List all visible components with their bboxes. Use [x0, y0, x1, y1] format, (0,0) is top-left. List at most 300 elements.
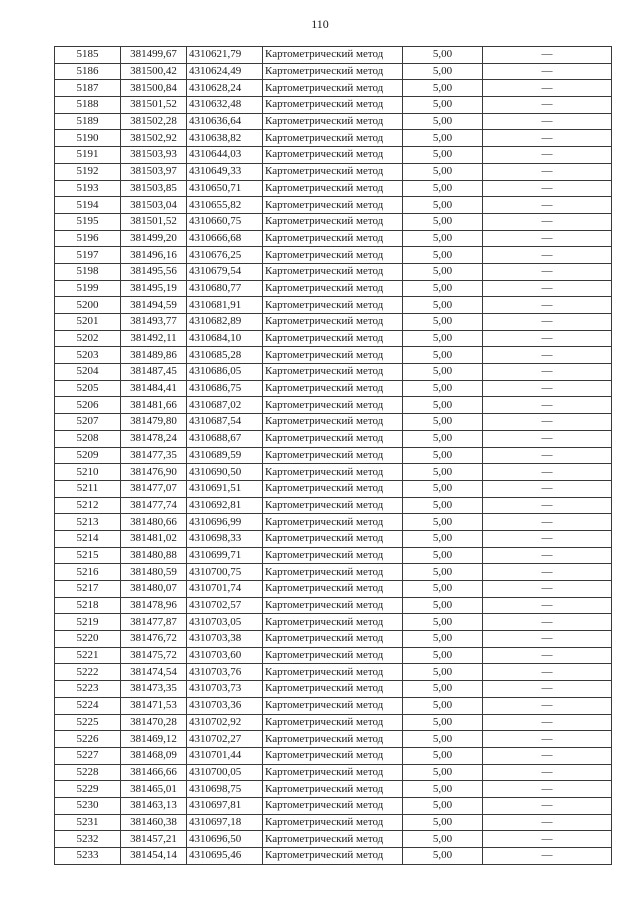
table-row: [55, 697, 612, 714]
method-cell: Картометрический метод: [263, 514, 403, 531]
table-row: [55, 230, 612, 247]
note-cell: —: [483, 213, 612, 230]
point-number-cell: 5213: [55, 514, 121, 531]
y-coordinate-cell: 4310703,60: [187, 647, 263, 664]
accuracy-cell: 5,00: [403, 814, 483, 831]
method-cell: Картометрический метод: [263, 314, 403, 331]
accuracy-cell: 5,00: [403, 647, 483, 664]
method-cell: Картометрический метод: [263, 631, 403, 648]
table-row: [55, 347, 612, 364]
note-cell: —: [483, 47, 612, 64]
accuracy-cell: 5,00: [403, 447, 483, 464]
table-row: [55, 530, 612, 547]
note-cell: —: [483, 380, 612, 397]
y-coordinate-cell: 4310660,75: [187, 213, 263, 230]
x-coordinate-cell: 381479,80: [121, 414, 187, 431]
table-row: [55, 597, 612, 614]
accuracy-cell: 5,00: [403, 514, 483, 531]
accuracy-cell: 5,00: [403, 848, 483, 865]
table-row: [55, 180, 612, 197]
method-cell: Картометрический метод: [263, 480, 403, 497]
method-cell: Картометрический метод: [263, 681, 403, 698]
point-number-cell: 5201: [55, 314, 121, 331]
x-coordinate-cell: 381480,59: [121, 564, 187, 581]
note-cell: —: [483, 697, 612, 714]
method-cell: Картометрический метод: [263, 597, 403, 614]
point-number-cell: 5207: [55, 414, 121, 431]
accuracy-cell: 5,00: [403, 280, 483, 297]
note-cell: —: [483, 831, 612, 848]
note-cell: —: [483, 564, 612, 581]
y-coordinate-cell: 4310697,18: [187, 814, 263, 831]
y-coordinate-cell: 4310703,36: [187, 697, 263, 714]
y-coordinate-cell: 4310703,38: [187, 631, 263, 648]
accuracy-cell: 5,00: [403, 597, 483, 614]
accuracy-cell: 5,00: [403, 564, 483, 581]
table-row: [55, 263, 612, 280]
table-row: [55, 297, 612, 314]
accuracy-cell: 5,00: [403, 80, 483, 97]
method-cell: Картометрический метод: [263, 781, 403, 798]
point-number-cell: 5189: [55, 113, 121, 130]
note-cell: —: [483, 80, 612, 97]
y-coordinate-cell: 4310644,03: [187, 147, 263, 164]
y-coordinate-cell: 4310701,44: [187, 747, 263, 764]
accuracy-cell: 5,00: [403, 764, 483, 781]
note-cell: —: [483, 230, 612, 247]
point-number-cell: 5208: [55, 430, 121, 447]
note-cell: —: [483, 614, 612, 631]
method-cell: Картометрический метод: [263, 297, 403, 314]
note-cell: —: [483, 247, 612, 264]
note-cell: —: [483, 664, 612, 681]
method-cell: Картометрический метод: [263, 614, 403, 631]
note-cell: —: [483, 430, 612, 447]
y-coordinate-cell: 4310682,89: [187, 314, 263, 331]
method-cell: Картометрический метод: [263, 747, 403, 764]
method-cell: Картометрический метод: [263, 797, 403, 814]
x-coordinate-cell: 381495,19: [121, 280, 187, 297]
x-coordinate-cell: 381463,13: [121, 797, 187, 814]
accuracy-cell: 5,00: [403, 547, 483, 564]
accuracy-cell: 5,00: [403, 197, 483, 214]
method-cell: Картометрический метод: [263, 347, 403, 364]
accuracy-cell: 5,00: [403, 180, 483, 197]
page-number: 110: [311, 17, 329, 31]
method-cell: Картометрический метод: [263, 397, 403, 414]
x-coordinate-cell: 381477,07: [121, 480, 187, 497]
method-cell: Картометрический метод: [263, 364, 403, 381]
method-cell: Картометрический метод: [263, 581, 403, 598]
point-number-cell: 5190: [55, 130, 121, 147]
point-number-cell: 5196: [55, 230, 121, 247]
x-coordinate-cell: 381502,28: [121, 113, 187, 130]
x-coordinate-cell: 381475,72: [121, 647, 187, 664]
point-number-cell: 5212: [55, 497, 121, 514]
y-coordinate-cell: 4310684,10: [187, 330, 263, 347]
method-cell: Картометрический метод: [263, 130, 403, 147]
x-coordinate-cell: 381474,54: [121, 664, 187, 681]
x-coordinate-cell: 381499,20: [121, 230, 187, 247]
x-coordinate-cell: 381470,28: [121, 714, 187, 731]
point-number-cell: 5221: [55, 647, 121, 664]
table-row: [55, 514, 612, 531]
point-number-cell: 5226: [55, 731, 121, 748]
x-coordinate-cell: 381503,85: [121, 180, 187, 197]
y-coordinate-cell: 4310700,05: [187, 764, 263, 781]
note-cell: —: [483, 263, 612, 280]
y-coordinate-cell: 4310624,49: [187, 63, 263, 80]
y-coordinate-cell: 4310666,68: [187, 230, 263, 247]
point-number-cell: 5214: [55, 530, 121, 547]
y-coordinate-cell: 4310681,91: [187, 297, 263, 314]
y-coordinate-cell: 4310699,71: [187, 547, 263, 564]
note-cell: —: [483, 597, 612, 614]
x-coordinate-cell: 381492,11: [121, 330, 187, 347]
x-coordinate-cell: 381503,04: [121, 197, 187, 214]
method-cell: Картометрический метод: [263, 564, 403, 581]
y-coordinate-cell: 4310690,50: [187, 464, 263, 481]
y-coordinate-cell: 4310702,27: [187, 731, 263, 748]
note-cell: —: [483, 330, 612, 347]
table-row: [55, 564, 612, 581]
point-number-cell: 5198: [55, 263, 121, 280]
point-number-cell: 5186: [55, 63, 121, 80]
method-cell: Картометрический метод: [263, 230, 403, 247]
accuracy-cell: 5,00: [403, 230, 483, 247]
accuracy-cell: 5,00: [403, 781, 483, 798]
x-coordinate-cell: 381466,66: [121, 764, 187, 781]
y-coordinate-cell: 4310628,24: [187, 80, 263, 97]
y-coordinate-cell: 4310680,77: [187, 280, 263, 297]
y-coordinate-cell: 4310697,81: [187, 797, 263, 814]
table-row: [55, 681, 612, 698]
table-row: [55, 764, 612, 781]
table-row: [55, 647, 612, 664]
method-cell: Картометрический метод: [263, 497, 403, 514]
y-coordinate-cell: 4310650,71: [187, 180, 263, 197]
point-number-cell: 5229: [55, 781, 121, 798]
table-row: [55, 364, 612, 381]
x-coordinate-cell: 381477,87: [121, 614, 187, 631]
accuracy-cell: 5,00: [403, 697, 483, 714]
method-cell: Картометрический метод: [263, 380, 403, 397]
note-cell: —: [483, 514, 612, 531]
method-cell: Картометрический метод: [263, 414, 403, 431]
method-cell: Картометрический метод: [263, 180, 403, 197]
x-coordinate-cell: 381500,84: [121, 80, 187, 97]
x-coordinate-cell: 381460,38: [121, 814, 187, 831]
x-coordinate-cell: 381493,77: [121, 314, 187, 331]
point-number-cell: 5206: [55, 397, 121, 414]
point-number-cell: 5210: [55, 464, 121, 481]
method-cell: Картометрический метод: [263, 547, 403, 564]
accuracy-cell: 5,00: [403, 497, 483, 514]
accuracy-cell: 5,00: [403, 380, 483, 397]
method-cell: Картометрический метод: [263, 731, 403, 748]
accuracy-cell: 5,00: [403, 797, 483, 814]
x-coordinate-cell: 381501,52: [121, 97, 187, 114]
point-number-cell: 5204: [55, 364, 121, 381]
point-number-cell: 5195: [55, 213, 121, 230]
y-coordinate-cell: 4310636,64: [187, 113, 263, 130]
x-coordinate-cell: 381487,45: [121, 364, 187, 381]
y-coordinate-cell: 4310700,75: [187, 564, 263, 581]
y-coordinate-cell: 4310686,75: [187, 380, 263, 397]
y-coordinate-cell: 4310703,05: [187, 614, 263, 631]
table-row: [55, 447, 612, 464]
point-number-cell: 5219: [55, 614, 121, 631]
method-cell: Картометрический метод: [263, 113, 403, 130]
note-cell: —: [483, 714, 612, 731]
note-cell: —: [483, 63, 612, 80]
note-cell: —: [483, 364, 612, 381]
note-cell: —: [483, 681, 612, 698]
accuracy-cell: 5,00: [403, 347, 483, 364]
coordinates-table: [54, 46, 612, 865]
point-number-cell: 5224: [55, 697, 121, 714]
accuracy-cell: 5,00: [403, 147, 483, 164]
accuracy-cell: 5,00: [403, 664, 483, 681]
note-cell: —: [483, 130, 612, 147]
x-coordinate-cell: 381477,74: [121, 497, 187, 514]
table-row: [55, 797, 612, 814]
y-coordinate-cell: 4310638,82: [187, 130, 263, 147]
accuracy-cell: 5,00: [403, 314, 483, 331]
point-number-cell: 5192: [55, 163, 121, 180]
point-number-cell: 5220: [55, 631, 121, 648]
point-number-cell: 5193: [55, 180, 121, 197]
method-cell: Картометрический метод: [263, 97, 403, 114]
y-coordinate-cell: 4310702,57: [187, 597, 263, 614]
method-cell: Картометрический метод: [263, 263, 403, 280]
x-coordinate-cell: 381499,67: [121, 47, 187, 64]
x-coordinate-cell: 381489,86: [121, 347, 187, 364]
method-cell: Картометрический метод: [263, 464, 403, 481]
note-cell: —: [483, 464, 612, 481]
table-row: [55, 330, 612, 347]
x-coordinate-cell: 381503,93: [121, 147, 187, 164]
table-row: [55, 831, 612, 848]
table-row: [55, 664, 612, 681]
method-cell: Картометрический метод: [263, 80, 403, 97]
point-number-cell: 5232: [55, 831, 121, 848]
x-coordinate-cell: 381457,21: [121, 831, 187, 848]
accuracy-cell: 5,00: [403, 330, 483, 347]
table-row: [55, 731, 612, 748]
note-cell: —: [483, 280, 612, 297]
x-coordinate-cell: 381494,59: [121, 297, 187, 314]
y-coordinate-cell: 4310688,67: [187, 430, 263, 447]
x-coordinate-cell: 381478,24: [121, 430, 187, 447]
accuracy-cell: 5,00: [403, 247, 483, 264]
y-coordinate-cell: 4310701,74: [187, 581, 263, 598]
point-number-cell: 5223: [55, 681, 121, 698]
accuracy-cell: 5,00: [403, 714, 483, 731]
x-coordinate-cell: 381476,90: [121, 464, 187, 481]
y-coordinate-cell: 4310649,33: [187, 163, 263, 180]
table-row: [55, 280, 612, 297]
table-row: [55, 781, 612, 798]
point-number-cell: 5217: [55, 581, 121, 598]
accuracy-cell: 5,00: [403, 581, 483, 598]
x-coordinate-cell: 381484,41: [121, 380, 187, 397]
accuracy-cell: 5,00: [403, 364, 483, 381]
accuracy-cell: 5,00: [403, 464, 483, 481]
accuracy-cell: 5,00: [403, 97, 483, 114]
method-cell: Картометрический метод: [263, 247, 403, 264]
method-cell: Картометрический метод: [263, 814, 403, 831]
table-row: [55, 130, 612, 147]
point-number-cell: 5205: [55, 380, 121, 397]
accuracy-cell: 5,00: [403, 113, 483, 130]
y-coordinate-cell: 4310687,54: [187, 414, 263, 431]
accuracy-cell: 5,00: [403, 747, 483, 764]
note-cell: —: [483, 747, 612, 764]
x-coordinate-cell: 381480,88: [121, 547, 187, 564]
method-cell: Картометрический метод: [263, 147, 403, 164]
table-row: [55, 147, 612, 164]
table-row: [55, 97, 612, 114]
point-number-cell: 5227: [55, 747, 121, 764]
x-coordinate-cell: 381480,66: [121, 514, 187, 531]
method-cell: Картометрический метод: [263, 447, 403, 464]
x-coordinate-cell: 381478,96: [121, 597, 187, 614]
accuracy-cell: 5,00: [403, 130, 483, 147]
point-number-cell: 5222: [55, 664, 121, 681]
method-cell: Картометрический метод: [263, 213, 403, 230]
table-row: [55, 747, 612, 764]
x-coordinate-cell: 381496,16: [121, 247, 187, 264]
y-coordinate-cell: 4310632,48: [187, 97, 263, 114]
x-coordinate-cell: 381476,72: [121, 631, 187, 648]
y-coordinate-cell: 4310692,81: [187, 497, 263, 514]
y-coordinate-cell: 4310679,54: [187, 263, 263, 280]
method-cell: Картометрический метод: [263, 664, 403, 681]
accuracy-cell: 5,00: [403, 297, 483, 314]
x-coordinate-cell: 381477,35: [121, 447, 187, 464]
accuracy-cell: 5,00: [403, 213, 483, 230]
note-cell: —: [483, 347, 612, 364]
table-row: [55, 631, 612, 648]
note-cell: —: [483, 397, 612, 414]
coordinates-table-body: [55, 47, 612, 865]
x-coordinate-cell: 381500,42: [121, 63, 187, 80]
table-row: [55, 547, 612, 564]
note-cell: —: [483, 297, 612, 314]
table-row: [55, 614, 612, 631]
x-coordinate-cell: 381480,07: [121, 581, 187, 598]
point-number-cell: 5230: [55, 797, 121, 814]
method-cell: Картометрический метод: [263, 697, 403, 714]
point-number-cell: 5211: [55, 480, 121, 497]
accuracy-cell: 5,00: [403, 414, 483, 431]
note-cell: —: [483, 414, 612, 431]
x-coordinate-cell: 381481,66: [121, 397, 187, 414]
note-cell: —: [483, 113, 612, 130]
table-row: [55, 247, 612, 264]
note-cell: —: [483, 781, 612, 798]
accuracy-cell: 5,00: [403, 397, 483, 414]
y-coordinate-cell: 4310689,59: [187, 447, 263, 464]
note-cell: —: [483, 480, 612, 497]
point-number-cell: 5209: [55, 447, 121, 464]
table-row: [55, 197, 612, 214]
note-cell: —: [483, 764, 612, 781]
point-number-cell: 5197: [55, 247, 121, 264]
table-row: [55, 113, 612, 130]
point-number-cell: 5215: [55, 547, 121, 564]
table-row: [55, 848, 612, 865]
method-cell: Картометрический метод: [263, 430, 403, 447]
x-coordinate-cell: 381502,92: [121, 130, 187, 147]
method-cell: Картометрический метод: [263, 714, 403, 731]
accuracy-cell: 5,00: [403, 430, 483, 447]
table-row: [55, 814, 612, 831]
note-cell: —: [483, 530, 612, 547]
table-row: [55, 163, 612, 180]
point-number-cell: 5187: [55, 80, 121, 97]
table-row: [55, 63, 612, 80]
x-coordinate-cell: 381465,01: [121, 781, 187, 798]
table-row: [55, 714, 612, 731]
note-cell: —: [483, 581, 612, 598]
x-coordinate-cell: 381454,14: [121, 848, 187, 865]
y-coordinate-cell: 4310696,99: [187, 514, 263, 531]
point-number-cell: 5188: [55, 97, 121, 114]
x-coordinate-cell: 381471,53: [121, 697, 187, 714]
y-coordinate-cell: 4310698,33: [187, 530, 263, 547]
accuracy-cell: 5,00: [403, 731, 483, 748]
method-cell: Картометрический метод: [263, 330, 403, 347]
note-cell: —: [483, 163, 612, 180]
y-coordinate-cell: 4310703,73: [187, 681, 263, 698]
y-coordinate-cell: 4310696,50: [187, 831, 263, 848]
point-number-cell: 5191: [55, 147, 121, 164]
table-row: [55, 380, 612, 397]
method-cell: Картометрический метод: [263, 197, 403, 214]
note-cell: —: [483, 797, 612, 814]
method-cell: Картометрический метод: [263, 831, 403, 848]
table-row: [55, 80, 612, 97]
accuracy-cell: 5,00: [403, 631, 483, 648]
y-coordinate-cell: 4310703,76: [187, 664, 263, 681]
note-cell: —: [483, 547, 612, 564]
note-cell: —: [483, 447, 612, 464]
note-cell: —: [483, 631, 612, 648]
x-coordinate-cell: 381481,02: [121, 530, 187, 547]
table-row: [55, 480, 612, 497]
method-cell: Картометрический метод: [263, 530, 403, 547]
y-coordinate-cell: 4310621,79: [187, 47, 263, 64]
y-coordinate-cell: 4310695,46: [187, 848, 263, 865]
accuracy-cell: 5,00: [403, 63, 483, 80]
note-cell: —: [483, 848, 612, 865]
method-cell: Картометрический метод: [263, 63, 403, 80]
y-coordinate-cell: 4310687,02: [187, 397, 263, 414]
note-cell: —: [483, 647, 612, 664]
method-cell: Картометрический метод: [263, 280, 403, 297]
y-coordinate-cell: 4310698,75: [187, 781, 263, 798]
table-row: [55, 497, 612, 514]
x-coordinate-cell: 381473,35: [121, 681, 187, 698]
method-cell: Картометрический метод: [263, 647, 403, 664]
table-row: [55, 397, 612, 414]
y-coordinate-cell: 4310655,82: [187, 197, 263, 214]
note-cell: —: [483, 314, 612, 331]
point-number-cell: 5231: [55, 814, 121, 831]
accuracy-cell: 5,00: [403, 681, 483, 698]
